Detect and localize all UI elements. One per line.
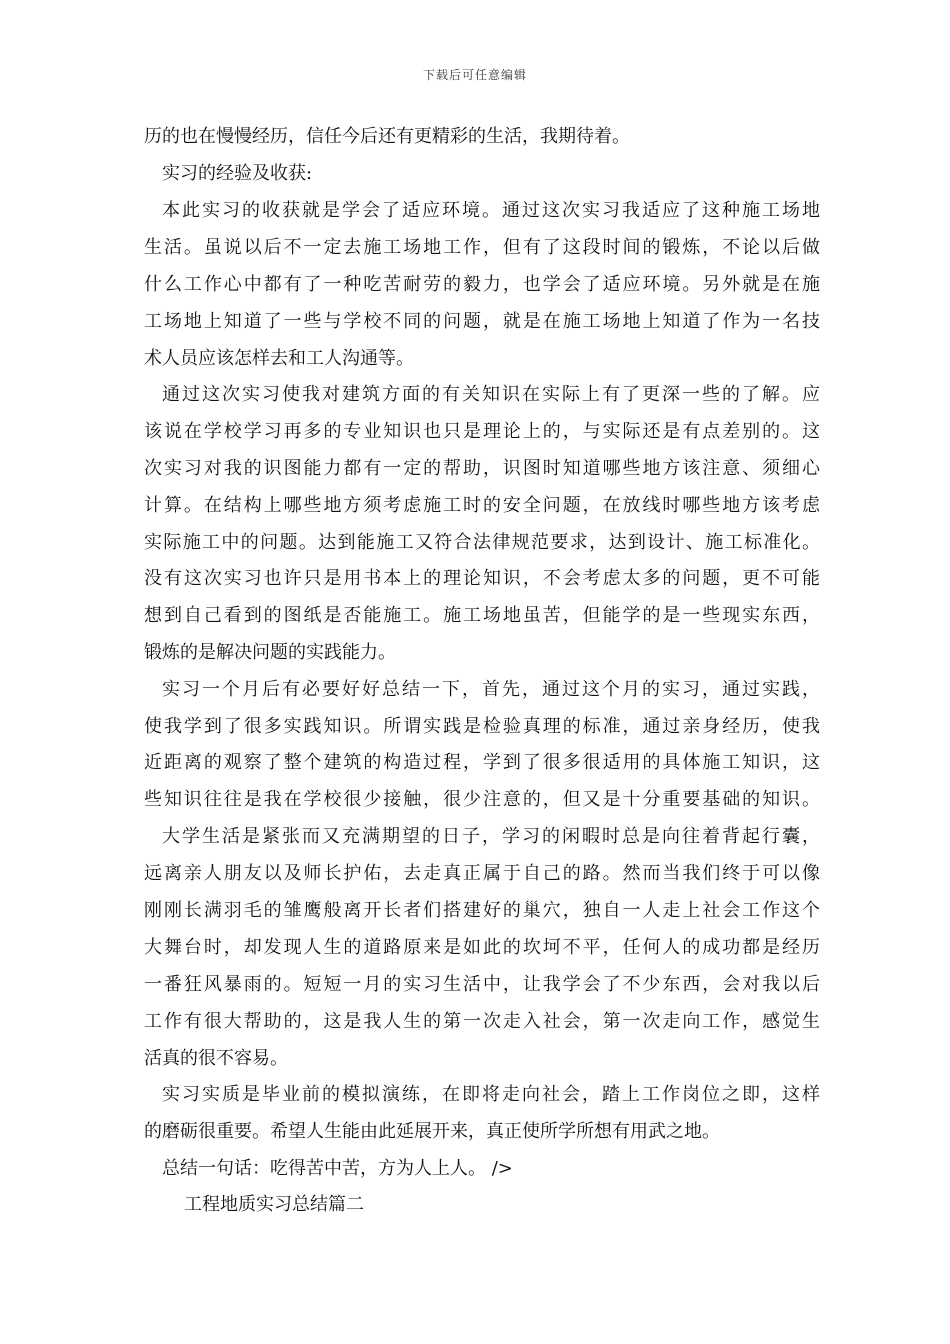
text-line: 刚刚长满羽毛的雏鹰般离开长者们搭建好的巢穴，独自一人走上社会工作这个 bbox=[144, 900, 820, 921]
text-line: 计算。在结构上哪些地方须考虑施工时的安全问题，在放线时哪些地方该考虑 bbox=[144, 495, 820, 516]
text-line: 远离亲人朋友以及师长护佑，去走真正属于自己的路。然而当我们终于可以像 bbox=[144, 863, 820, 884]
text-line: 大学生活是紧张而又充满期望的日子，学习的闲暇时总是向往着背起行囊， bbox=[162, 826, 820, 847]
text-line: 大舞台时，却发现人生的道路原来是如此的坎坷不平，任何人的成功都是经历 bbox=[144, 937, 820, 958]
text-line: 本此实习的收获就是学会了适应环境。通过这次实习我适应了这种施工场地 bbox=[162, 200, 820, 221]
page-header-note: 下载后可任意编辑 bbox=[422, 68, 527, 82]
text-line: 通过这次实习使我对建筑方面的有关知识在实际上有了更深一些的了解。应 bbox=[162, 384, 820, 405]
text-line: 的磨砺很重要。希望人生能由此延展开来，真正使所学所想有用武之地。 bbox=[144, 1121, 720, 1142]
text-line: 些知识往往是我在学校很少接触，很少注意的，但又是十分重要基础的知识。 bbox=[144, 789, 820, 810]
text-line: 该说在学校学习再多的专业知识也只是理论上的，与实际还是有点差别的。这 bbox=[144, 421, 820, 442]
text-line: 使我学到了很多实践知识。所谓实践是检验真理的标准，通过亲身经历，使我 bbox=[144, 716, 820, 737]
text-line: 近距离的观察了整个建筑的构造过程，学到了很多很适用的具体施工知识，这 bbox=[144, 752, 820, 773]
text-line: 想到自己看到的图纸是否能施工。施工场地虽苦，但能学的是一些现实东西， bbox=[144, 605, 820, 626]
text-line: 一番狂风暴雨的。短短一月的实习生活中，让我学会了不少东西，会对我以后 bbox=[144, 974, 820, 995]
text-line: 工场地上知道了一些与学校不同的问题，就是在施工场地上知道了作为一名技 bbox=[144, 311, 820, 332]
text-line: 实际施工中的问题。达到能施工又符合法律规范要求，达到设计、施工标准化。 bbox=[144, 532, 820, 553]
text-line: 活真的很不容易。 bbox=[144, 1048, 288, 1069]
text-line: 生活。虽说以后不一定去施工场地工作，但有了这段时间的锻炼，不论以后做 bbox=[144, 237, 820, 258]
text-line: 次实习对我的识图能力都有一定的帮助，识图时知道哪些地方该注意、须细心 bbox=[144, 458, 820, 479]
text-line: 历的也在慢慢经历，信任今后还有更精彩的生活，我期待着。 bbox=[144, 126, 630, 147]
text-line: 实习一个月后有必要好好总结一下，首先，通过这个月的实习，通过实践， bbox=[162, 679, 820, 700]
text-line: 术人员应该怎样去和工人沟通等。 bbox=[144, 348, 414, 369]
next-section-title: 工程地质实习总结篇二 bbox=[184, 1194, 364, 1215]
text-line: 锻炼的是解决问题的实践能力。 bbox=[144, 642, 396, 663]
text-line: 工作有很大帮助的，这是我人生的第一次走入社会，第一次走向工作，感觉生 bbox=[144, 1011, 820, 1032]
text-line: 实习实质是毕业前的模拟演练，在即将走向社会，踏上工作岗位之即，这样 bbox=[162, 1084, 820, 1105]
summary-line: 总结一句话：吃得苦中苦，方为人上人。 /> bbox=[162, 1158, 513, 1179]
text-line: 没有这次实习也许只是用书本上的理论知识，不会考虑太多的问题，更不可能 bbox=[144, 568, 820, 589]
section-heading: 实习的经验及收获: bbox=[162, 163, 313, 184]
text-line: 什么工作心中都有了一种吃苦耐劳的毅力，也学会了适应环境。另外就是在施 bbox=[144, 274, 820, 295]
